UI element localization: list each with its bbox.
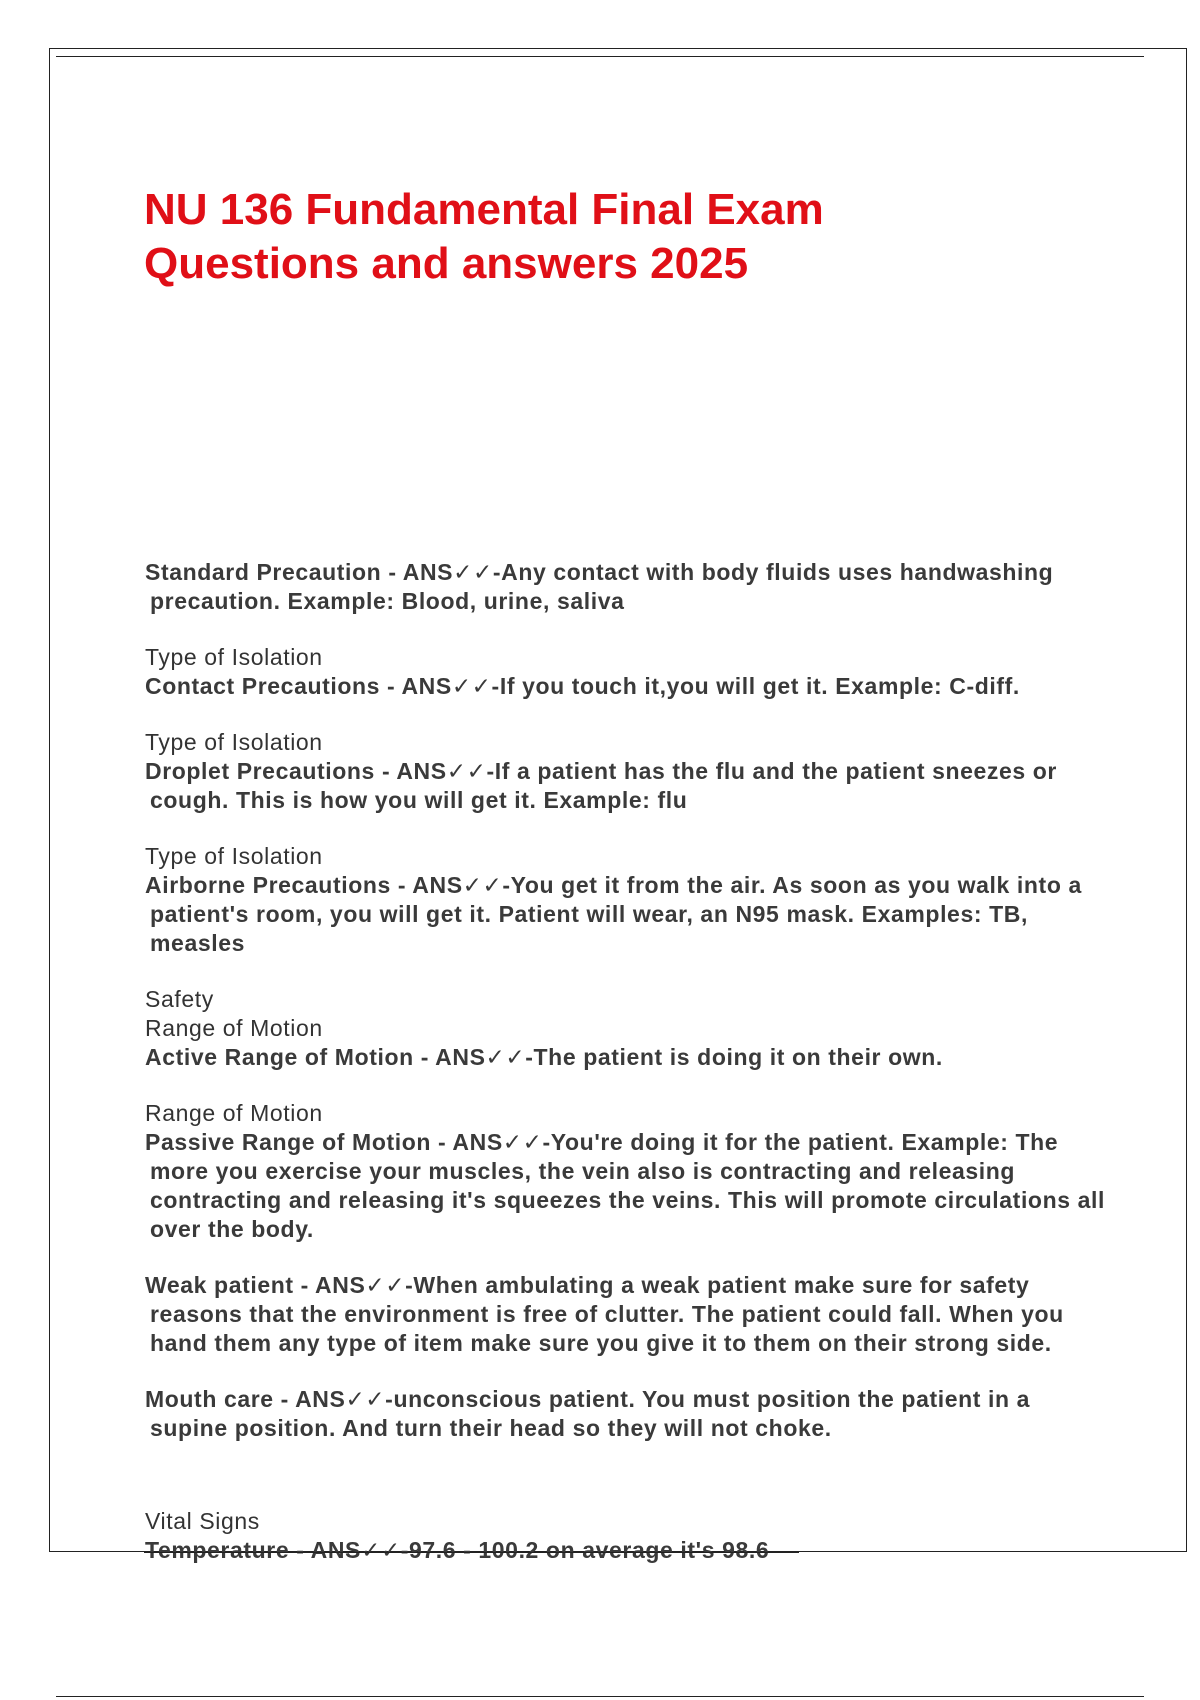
qa-entry bbox=[145, 1099, 1105, 1244]
answer-check-icon: ANS✓✓- bbox=[412, 872, 511, 898]
qa-body bbox=[145, 1128, 1105, 1244]
qa-separator: - bbox=[374, 758, 397, 784]
qa-entry-clipped bbox=[145, 1507, 1105, 1565]
qa-answer: If a patient has the flu and the patient sneezes or cough. This is how you will get it. Example: flu bbox=[150, 758, 1057, 813]
qa-separator: - bbox=[381, 559, 403, 585]
qa-answer: The patient is doing it on their own. bbox=[533, 1044, 943, 1070]
qa-separator: - bbox=[390, 872, 413, 898]
qa-entry bbox=[145, 1385, 1105, 1443]
top-rule bbox=[56, 56, 1144, 57]
qa-separator: - bbox=[289, 1537, 311, 1563]
qa-entry bbox=[145, 1271, 1105, 1358]
qa-context-heading: Type of Isolation bbox=[145, 644, 323, 670]
answer-check-icon: ANS✓✓- bbox=[452, 1129, 551, 1155]
qa-context-heading: Safety bbox=[145, 986, 214, 1012]
qa-answer: When ambulating a weak patient make sure for safety reasons that the environment is free of clutter. The patient could fall. When you hand them any type of item make sure you give it to them on their strong side. bbox=[150, 1272, 1064, 1356]
bottom-rule bbox=[56, 1696, 1144, 1697]
qa-body bbox=[145, 1536, 1105, 1565]
qa-context-heading: Vital Signs bbox=[145, 1508, 260, 1534]
qa-term: Airborne Precautions bbox=[145, 872, 391, 898]
qa-separator: - bbox=[273, 1386, 296, 1412]
qa-answer: If you touch it,you will get it. Example: C-diff. bbox=[499, 673, 1020, 699]
qa-context-heading: Range of Motion bbox=[145, 1100, 323, 1126]
qa-separator: - bbox=[380, 673, 402, 699]
qa-separator: - bbox=[431, 1129, 453, 1155]
qa-answer: 97.6 - 100.2 on average it's 98.6 bbox=[408, 1537, 770, 1563]
document-title bbox=[144, 183, 824, 291]
qa-entry bbox=[145, 842, 1105, 958]
qa-body bbox=[145, 871, 1105, 958]
qa-term: Contact Precautions bbox=[145, 673, 381, 699]
qa-body bbox=[145, 672, 1105, 701]
qa-context-heading: Type of Isolation bbox=[145, 729, 323, 755]
qa-list bbox=[145, 558, 1105, 1470]
qa-separator: - bbox=[293, 1272, 316, 1298]
answer-check-icon: ANS✓✓- bbox=[310, 1537, 409, 1563]
qa-context-heading: Type of Isolation bbox=[145, 843, 323, 869]
qa-answer: unconscious patient. You must position the patient in a supine position. And turn their head so they will not choke. bbox=[150, 1386, 1031, 1441]
qa-term: Mouth care bbox=[145, 1386, 274, 1412]
qa-term: Standard Precaution bbox=[145, 559, 382, 585]
answer-check-icon: ANS✓✓- bbox=[295, 1386, 394, 1412]
page-cut-line bbox=[144, 1552, 799, 1553]
qa-term: Passive Range of Motion bbox=[145, 1129, 432, 1155]
qa-term: Weak patient bbox=[145, 1272, 294, 1298]
qa-entry bbox=[145, 728, 1105, 815]
qa-term: Active Range of Motion bbox=[145, 1044, 414, 1070]
title-line-1: NU 136 Fundamental Final Exam bbox=[144, 185, 824, 234]
qa-entry bbox=[145, 985, 1105, 1072]
qa-body bbox=[145, 558, 1105, 616]
answer-check-icon: ANS✓✓- bbox=[396, 758, 495, 784]
answer-check-icon: ANS✓✓- bbox=[435, 1044, 534, 1070]
qa-answer: You get it from the air. As soon as you walk into a patient's room, you will get it. Patient will wear, an N95 mask. Examples: TB, measles bbox=[150, 872, 1082, 956]
qa-answer: Any contact with body fluids uses handwashing precaution. Example: Blood, urine, saliva bbox=[150, 559, 1054, 614]
answer-check-icon: ANS✓✓- bbox=[402, 559, 502, 585]
qa-entry bbox=[145, 558, 1105, 616]
qa-entry bbox=[145, 1507, 1105, 1565]
qa-body bbox=[145, 1385, 1105, 1443]
qa-term: Droplet Precautions bbox=[145, 758, 375, 784]
title-line-2: Questions and answers 2025 bbox=[144, 239, 749, 288]
qa-answer: You're doing it for the patient. Example: The more you exercise your muscles, the vein also is contracting and releasing contracting and releasing it's squeezes the veins. This will promote circulations all over the body. bbox=[150, 1129, 1105, 1242]
qa-term: Temperature bbox=[145, 1537, 290, 1563]
qa-body bbox=[145, 1043, 1105, 1072]
qa-entry bbox=[145, 643, 1105, 701]
qa-context-heading: Range of Motion bbox=[145, 1015, 323, 1041]
qa-body bbox=[145, 1271, 1105, 1358]
answer-check-icon: ANS✓✓- bbox=[401, 673, 500, 699]
qa-separator: - bbox=[413, 1044, 436, 1070]
qa-body bbox=[145, 757, 1105, 815]
answer-check-icon: ANS✓✓- bbox=[315, 1272, 414, 1298]
